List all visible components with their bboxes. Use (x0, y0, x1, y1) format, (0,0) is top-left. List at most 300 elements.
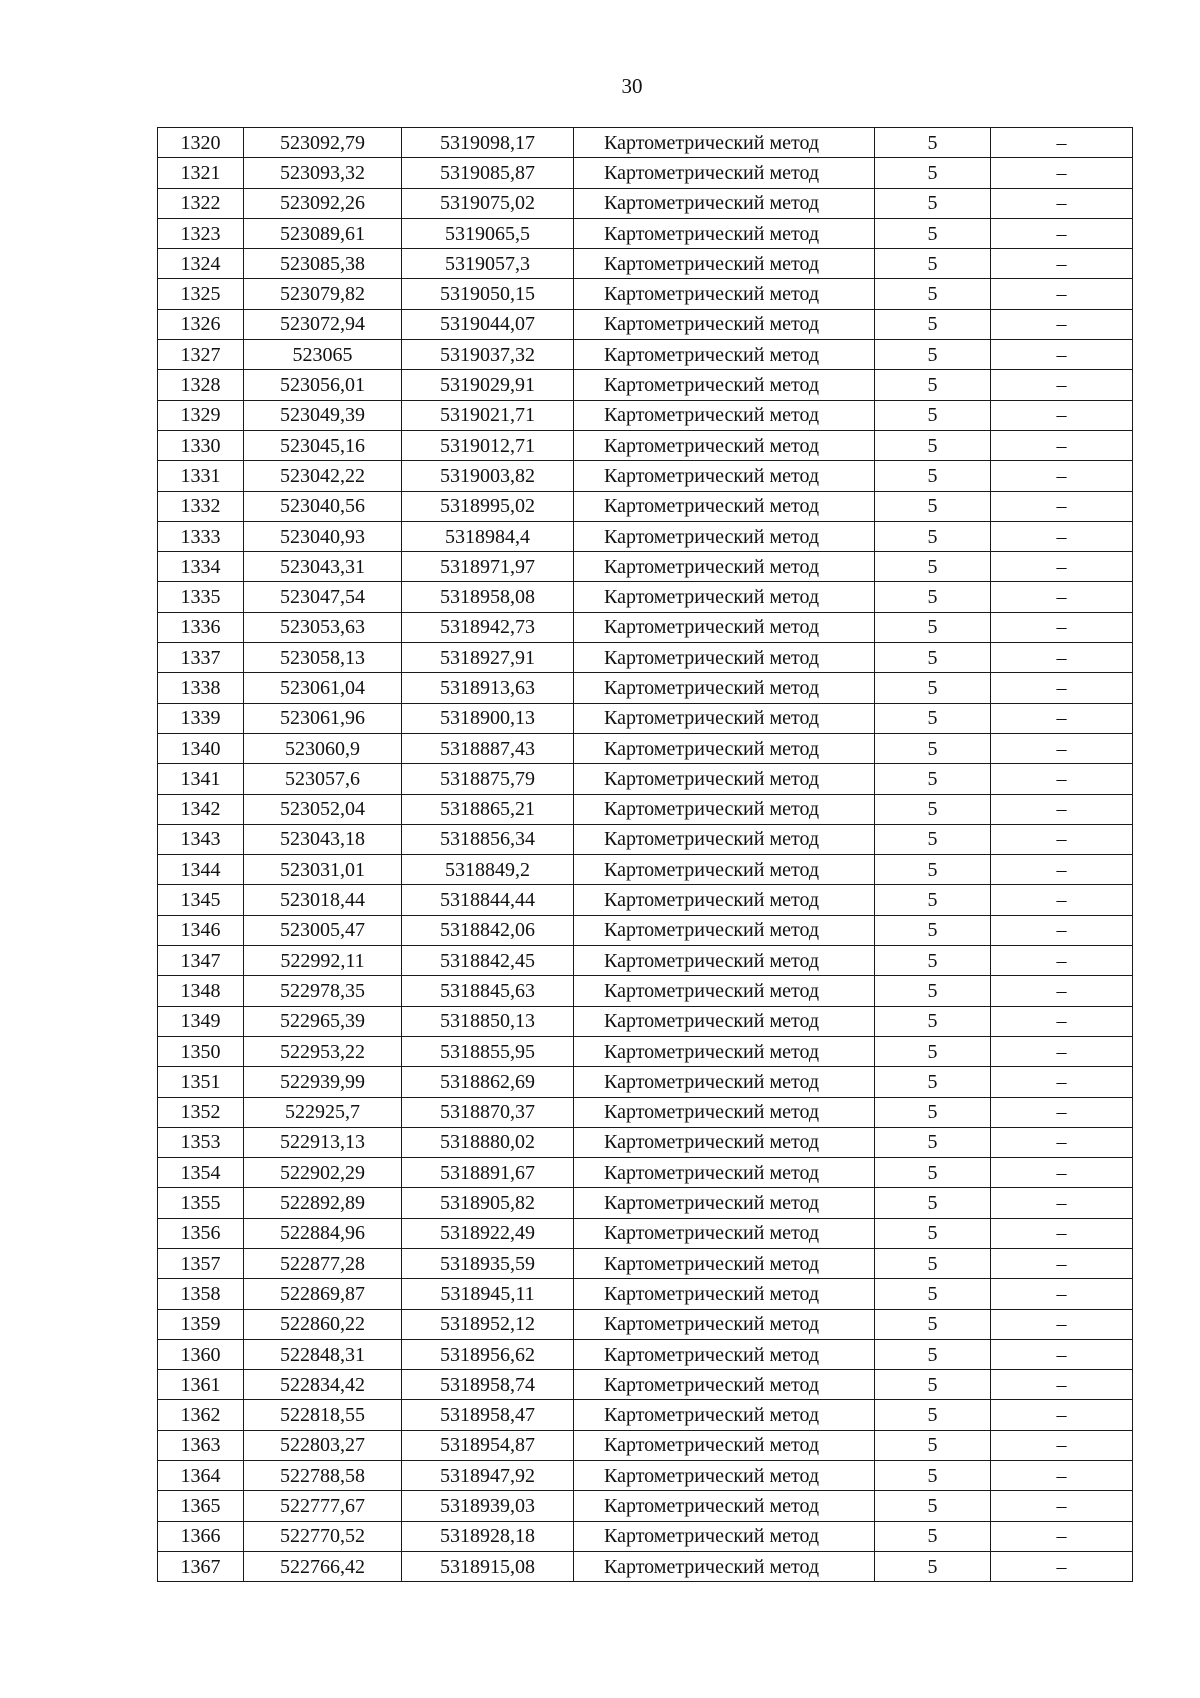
note-cell: – (991, 370, 1133, 400)
note-cell: – (991, 855, 1133, 885)
y-coordinate-cell: 5319085,87 (402, 158, 574, 188)
y-coordinate-cell: 5318956,62 (402, 1339, 574, 1369)
x-coordinate-cell: 522913,13 (244, 1127, 402, 1157)
note-cell: – (991, 1097, 1133, 1127)
accuracy-cell: 5 (875, 612, 991, 642)
x-coordinate-cell: 523058,13 (244, 643, 402, 673)
accuracy-cell: 5 (875, 1097, 991, 1127)
y-coordinate-cell: 5318850,13 (402, 1006, 574, 1036)
note-cell: – (991, 1067, 1133, 1097)
x-coordinate-cell: 523079,82 (244, 279, 402, 309)
method-cell: Картометрический метод (574, 491, 875, 521)
accuracy-cell: 5 (875, 1551, 991, 1581)
point-number-cell: 1344 (158, 855, 244, 885)
table-row (158, 218, 1133, 248)
x-coordinate-cell: 523056,01 (244, 370, 402, 400)
method-cell: Картометрический метод (574, 430, 875, 460)
table-row (158, 279, 1133, 309)
point-number-cell: 1328 (158, 370, 244, 400)
note-cell: – (991, 885, 1133, 915)
table-row (158, 1279, 1133, 1309)
method-cell: Картометрический метод (574, 1370, 875, 1400)
table-row (158, 643, 1133, 673)
method-cell: Картометрический метод (574, 1188, 875, 1218)
point-number-cell: 1326 (158, 309, 244, 339)
point-number-cell: 1342 (158, 794, 244, 824)
x-coordinate-cell: 523031,01 (244, 855, 402, 885)
x-coordinate-cell: 523047,54 (244, 582, 402, 612)
y-coordinate-cell: 5318995,02 (402, 491, 574, 521)
method-cell: Картометрический метод (574, 400, 875, 430)
accuracy-cell: 5 (875, 370, 991, 400)
point-number-cell: 1359 (158, 1309, 244, 1339)
accuracy-cell: 5 (875, 461, 991, 491)
y-coordinate-cell: 5318849,2 (402, 855, 574, 885)
method-cell: Картометрический метод (574, 1521, 875, 1551)
note-cell: – (991, 1309, 1133, 1339)
table-row (158, 794, 1133, 824)
point-number-cell: 1349 (158, 1006, 244, 1036)
point-number-cell: 1363 (158, 1430, 244, 1460)
y-coordinate-cell: 5318958,08 (402, 582, 574, 612)
note-cell: – (991, 794, 1133, 824)
y-coordinate-cell: 5318875,79 (402, 764, 574, 794)
point-number-cell: 1346 (158, 915, 244, 945)
point-number-cell: 1356 (158, 1218, 244, 1248)
method-cell: Картометрический метод (574, 1097, 875, 1127)
y-coordinate-cell: 5318971,97 (402, 552, 574, 582)
y-coordinate-cell: 5318945,11 (402, 1279, 574, 1309)
point-number-cell: 1362 (158, 1400, 244, 1430)
x-coordinate-cell: 523092,26 (244, 188, 402, 218)
y-coordinate-cell: 5319029,91 (402, 370, 574, 400)
note-cell: – (991, 218, 1133, 248)
table-row (158, 1339, 1133, 1369)
x-coordinate-cell: 522992,11 (244, 946, 402, 976)
x-coordinate-cell: 523018,44 (244, 885, 402, 915)
accuracy-cell: 5 (875, 976, 991, 1006)
table-row (158, 946, 1133, 976)
method-cell: Картометрический метод (574, 915, 875, 945)
point-number-cell: 1322 (158, 188, 244, 218)
accuracy-cell: 5 (875, 128, 991, 158)
note-cell: – (991, 461, 1133, 491)
y-coordinate-cell: 5318900,13 (402, 703, 574, 733)
x-coordinate-cell: 523049,39 (244, 400, 402, 430)
accuracy-cell: 5 (875, 552, 991, 582)
x-coordinate-cell: 522766,42 (244, 1551, 402, 1581)
accuracy-cell: 5 (875, 1006, 991, 1036)
table-row (158, 703, 1133, 733)
accuracy-cell: 5 (875, 1188, 991, 1218)
accuracy-cell: 5 (875, 1036, 991, 1066)
table-row (158, 1006, 1133, 1036)
point-number-cell: 1361 (158, 1370, 244, 1400)
table-row (158, 1067, 1133, 1097)
x-coordinate-cell: 522869,87 (244, 1279, 402, 1309)
point-number-cell: 1327 (158, 340, 244, 370)
note-cell: – (991, 158, 1133, 188)
y-coordinate-cell: 5319065,5 (402, 218, 574, 248)
table-row (158, 521, 1133, 551)
x-coordinate-cell: 523040,56 (244, 491, 402, 521)
point-number-cell: 1366 (158, 1521, 244, 1551)
coordinates-table-body (158, 128, 1133, 1582)
accuracy-cell: 5 (875, 218, 991, 248)
note-cell: – (991, 249, 1133, 279)
accuracy-cell: 5 (875, 279, 991, 309)
method-cell: Картометрический метод (574, 794, 875, 824)
x-coordinate-cell: 523053,63 (244, 612, 402, 642)
y-coordinate-cell: 5318842,45 (402, 946, 574, 976)
point-number-cell: 1337 (158, 643, 244, 673)
table-row (158, 552, 1133, 582)
point-number-cell: 1354 (158, 1158, 244, 1188)
accuracy-cell: 5 (875, 1067, 991, 1097)
point-number-cell: 1364 (158, 1461, 244, 1491)
x-coordinate-cell: 523057,6 (244, 764, 402, 794)
method-cell: Картометрический метод (574, 340, 875, 370)
page-number: 30 (621, 74, 643, 98)
point-number-cell: 1329 (158, 400, 244, 430)
note-cell: – (991, 1248, 1133, 1278)
x-coordinate-cell: 523045,16 (244, 430, 402, 460)
method-cell: Картометрический метод (574, 764, 875, 794)
accuracy-cell: 5 (875, 733, 991, 763)
method-cell: Картометрический метод (574, 521, 875, 551)
note-cell: – (991, 1279, 1133, 1309)
point-number-cell: 1343 (158, 824, 244, 854)
note-cell: – (991, 1339, 1133, 1369)
note-cell: – (991, 309, 1133, 339)
y-coordinate-cell: 5318958,47 (402, 1400, 574, 1430)
method-cell: Картометрический метод (574, 1551, 875, 1581)
x-coordinate-cell: 523043,18 (244, 824, 402, 854)
note-cell: – (991, 1127, 1133, 1157)
x-coordinate-cell: 522902,29 (244, 1158, 402, 1188)
y-coordinate-cell: 5318939,03 (402, 1491, 574, 1521)
point-number-cell: 1320 (158, 128, 244, 158)
point-number-cell: 1358 (158, 1279, 244, 1309)
table-row (158, 400, 1133, 430)
table-row (158, 1097, 1133, 1127)
table-row (158, 1158, 1133, 1188)
method-cell: Картометрический метод (574, 1006, 875, 1036)
x-coordinate-cell: 522788,58 (244, 1461, 402, 1491)
y-coordinate-cell: 5319057,3 (402, 249, 574, 279)
note-cell: – (991, 733, 1133, 763)
point-number-cell: 1341 (158, 764, 244, 794)
point-number-cell: 1338 (158, 673, 244, 703)
x-coordinate-cell: 522953,22 (244, 1036, 402, 1066)
note-cell: – (991, 1006, 1133, 1036)
point-number-cell: 1324 (158, 249, 244, 279)
x-coordinate-cell: 523072,94 (244, 309, 402, 339)
table-row (158, 824, 1133, 854)
method-cell: Картометрический метод (574, 612, 875, 642)
table-row (158, 370, 1133, 400)
method-cell: Картометрический метод (574, 370, 875, 400)
accuracy-cell: 5 (875, 1279, 991, 1309)
point-number-cell: 1323 (158, 218, 244, 248)
method-cell: Картометрический метод (574, 976, 875, 1006)
table-row (158, 1491, 1133, 1521)
x-coordinate-cell: 522777,67 (244, 1491, 402, 1521)
point-number-cell: 1331 (158, 461, 244, 491)
method-cell: Картометрический метод (574, 582, 875, 612)
note-cell: – (991, 1218, 1133, 1248)
point-number-cell: 1330 (158, 430, 244, 460)
table-row (158, 1218, 1133, 1248)
method-cell: Картометрический метод (574, 1248, 875, 1278)
y-coordinate-cell: 5318870,37 (402, 1097, 574, 1127)
table-row (158, 885, 1133, 915)
table-row (158, 1036, 1133, 1066)
table-row (158, 128, 1133, 158)
point-number-cell: 1365 (158, 1491, 244, 1521)
y-coordinate-cell: 5319044,07 (402, 309, 574, 339)
accuracy-cell: 5 (875, 1127, 991, 1157)
note-cell: – (991, 552, 1133, 582)
point-number-cell: 1352 (158, 1097, 244, 1127)
table-row (158, 1188, 1133, 1218)
accuracy-cell: 5 (875, 400, 991, 430)
table-row (158, 1248, 1133, 1278)
point-number-cell: 1340 (158, 733, 244, 763)
y-coordinate-cell: 5318958,74 (402, 1370, 574, 1400)
note-cell: – (991, 188, 1133, 218)
method-cell: Картометрический метод (574, 885, 875, 915)
y-coordinate-cell: 5318922,49 (402, 1218, 574, 1248)
note-cell: – (991, 1036, 1133, 1066)
note-cell: – (991, 128, 1133, 158)
x-coordinate-cell: 522978,35 (244, 976, 402, 1006)
x-coordinate-cell: 522892,89 (244, 1188, 402, 1218)
y-coordinate-cell: 5318947,92 (402, 1461, 574, 1491)
accuracy-cell: 5 (875, 643, 991, 673)
x-coordinate-cell: 523005,47 (244, 915, 402, 945)
accuracy-cell: 5 (875, 855, 991, 885)
x-coordinate-cell: 522860,22 (244, 1309, 402, 1339)
point-number-cell: 1335 (158, 582, 244, 612)
note-cell: – (991, 976, 1133, 1006)
accuracy-cell: 5 (875, 764, 991, 794)
y-coordinate-cell: 5319003,82 (402, 461, 574, 491)
point-number-cell: 1332 (158, 491, 244, 521)
method-cell: Картометрический метод (574, 249, 875, 279)
accuracy-cell: 5 (875, 885, 991, 915)
accuracy-cell: 5 (875, 340, 991, 370)
y-coordinate-cell: 5318842,06 (402, 915, 574, 945)
point-number-cell: 1351 (158, 1067, 244, 1097)
y-coordinate-cell: 5319021,71 (402, 400, 574, 430)
note-cell: – (991, 643, 1133, 673)
x-coordinate-cell: 523042,22 (244, 461, 402, 491)
x-coordinate-cell: 523043,31 (244, 552, 402, 582)
point-number-cell: 1355 (158, 1188, 244, 1218)
x-coordinate-cell: 523040,93 (244, 521, 402, 551)
point-number-cell: 1347 (158, 946, 244, 976)
note-cell: – (991, 1158, 1133, 1188)
y-coordinate-cell: 5318954,87 (402, 1430, 574, 1460)
note-cell: – (991, 1521, 1133, 1551)
y-coordinate-cell: 5318935,59 (402, 1248, 574, 1278)
table-row (158, 1400, 1133, 1430)
x-coordinate-cell: 523061,96 (244, 703, 402, 733)
point-number-cell: 1321 (158, 158, 244, 188)
note-cell: – (991, 612, 1133, 642)
table-row (158, 673, 1133, 703)
table-row (158, 309, 1133, 339)
x-coordinate-cell: 522803,27 (244, 1430, 402, 1460)
y-coordinate-cell: 5319012,71 (402, 430, 574, 460)
accuracy-cell: 5 (875, 430, 991, 460)
y-coordinate-cell: 5318862,69 (402, 1067, 574, 1097)
accuracy-cell: 5 (875, 703, 991, 733)
accuracy-cell: 5 (875, 1400, 991, 1430)
table-row (158, 764, 1133, 794)
note-cell: – (991, 1461, 1133, 1491)
note-cell: – (991, 824, 1133, 854)
accuracy-cell: 5 (875, 946, 991, 976)
note-cell: – (991, 1400, 1133, 1430)
note-cell: – (991, 430, 1133, 460)
table-row (158, 1521, 1133, 1551)
x-coordinate-cell: 523065 (244, 340, 402, 370)
point-number-cell: 1336 (158, 612, 244, 642)
note-cell: – (991, 340, 1133, 370)
table-row (158, 855, 1133, 885)
coordinates-table (157, 127, 1133, 1582)
x-coordinate-cell: 523061,04 (244, 673, 402, 703)
accuracy-cell: 5 (875, 673, 991, 703)
accuracy-cell: 5 (875, 1370, 991, 1400)
table-row (158, 1370, 1133, 1400)
accuracy-cell: 5 (875, 1339, 991, 1369)
method-cell: Картометрический метод (574, 1218, 875, 1248)
point-number-cell: 1334 (158, 552, 244, 582)
y-coordinate-cell: 5318928,18 (402, 1521, 574, 1551)
table-row (158, 340, 1133, 370)
x-coordinate-cell: 523085,38 (244, 249, 402, 279)
point-number-cell: 1357 (158, 1248, 244, 1278)
y-coordinate-cell: 5319075,02 (402, 188, 574, 218)
y-coordinate-cell: 5318887,43 (402, 733, 574, 763)
y-coordinate-cell: 5318845,63 (402, 976, 574, 1006)
y-coordinate-cell: 5318927,91 (402, 643, 574, 673)
method-cell: Картометрический метод (574, 1339, 875, 1369)
method-cell: Картометрический метод (574, 188, 875, 218)
x-coordinate-cell: 523060,9 (244, 733, 402, 763)
y-coordinate-cell: 5318855,95 (402, 1036, 574, 1066)
accuracy-cell: 5 (875, 1521, 991, 1551)
y-coordinate-cell: 5318913,63 (402, 673, 574, 703)
accuracy-cell: 5 (875, 1218, 991, 1248)
y-coordinate-cell: 5319098,17 (402, 128, 574, 158)
x-coordinate-cell: 522770,52 (244, 1521, 402, 1551)
method-cell: Картометрический метод (574, 703, 875, 733)
table-row (158, 461, 1133, 491)
method-cell: Картометрический метод (574, 128, 875, 158)
note-cell: – (991, 582, 1133, 612)
y-coordinate-cell: 5318905,82 (402, 1188, 574, 1218)
method-cell: Картометрический метод (574, 552, 875, 582)
accuracy-cell: 5 (875, 794, 991, 824)
x-coordinate-cell: 522939,99 (244, 1067, 402, 1097)
y-coordinate-cell: 5319050,15 (402, 279, 574, 309)
x-coordinate-cell: 523089,61 (244, 218, 402, 248)
point-number-cell: 1333 (158, 521, 244, 551)
note-cell: – (991, 915, 1133, 945)
table-row (158, 158, 1133, 188)
note-cell: – (991, 1188, 1133, 1218)
accuracy-cell: 5 (875, 1309, 991, 1339)
point-number-cell: 1353 (158, 1127, 244, 1157)
method-cell: Картометрический метод (574, 1127, 875, 1157)
table-row (158, 976, 1133, 1006)
table-row (158, 249, 1133, 279)
y-coordinate-cell: 5318891,67 (402, 1158, 574, 1188)
table-row (158, 612, 1133, 642)
note-cell: – (991, 279, 1133, 309)
accuracy-cell: 5 (875, 158, 991, 188)
method-cell: Картометрический метод (574, 1279, 875, 1309)
note-cell: – (991, 521, 1133, 551)
note-cell: – (991, 491, 1133, 521)
table-row (158, 430, 1133, 460)
method-cell: Картометрический метод (574, 1461, 875, 1491)
table-row (158, 491, 1133, 521)
accuracy-cell: 5 (875, 915, 991, 945)
point-number-cell: 1367 (158, 1551, 244, 1581)
y-coordinate-cell: 5318942,73 (402, 612, 574, 642)
x-coordinate-cell: 523052,04 (244, 794, 402, 824)
y-coordinate-cell: 5318856,34 (402, 824, 574, 854)
table-row (158, 915, 1133, 945)
method-cell: Картометрический метод (574, 1158, 875, 1188)
note-cell: – (991, 673, 1133, 703)
x-coordinate-cell: 523092,79 (244, 128, 402, 158)
accuracy-cell: 5 (875, 824, 991, 854)
table-row (158, 1430, 1133, 1460)
accuracy-cell: 5 (875, 582, 991, 612)
method-cell: Картометрический метод (574, 824, 875, 854)
point-number-cell: 1350 (158, 1036, 244, 1066)
point-number-cell: 1325 (158, 279, 244, 309)
note-cell: – (991, 1370, 1133, 1400)
note-cell: – (991, 703, 1133, 733)
note-cell: – (991, 1430, 1133, 1460)
table-row (158, 582, 1133, 612)
accuracy-cell: 5 (875, 249, 991, 279)
method-cell: Картометрический метод (574, 1400, 875, 1430)
method-cell: Картометрический метод (574, 643, 875, 673)
accuracy-cell: 5 (875, 1491, 991, 1521)
accuracy-cell: 5 (875, 309, 991, 339)
table-row (158, 1309, 1133, 1339)
method-cell: Картометрический метод (574, 855, 875, 885)
method-cell: Картометрический метод (574, 1430, 875, 1460)
y-coordinate-cell: 5319037,32 (402, 340, 574, 370)
table-row (158, 1551, 1133, 1581)
accuracy-cell: 5 (875, 1430, 991, 1460)
accuracy-cell: 5 (875, 1248, 991, 1278)
note-cell: – (991, 946, 1133, 976)
x-coordinate-cell: 522884,96 (244, 1218, 402, 1248)
method-cell: Картометрический метод (574, 218, 875, 248)
note-cell: – (991, 400, 1133, 430)
point-number-cell: 1348 (158, 976, 244, 1006)
